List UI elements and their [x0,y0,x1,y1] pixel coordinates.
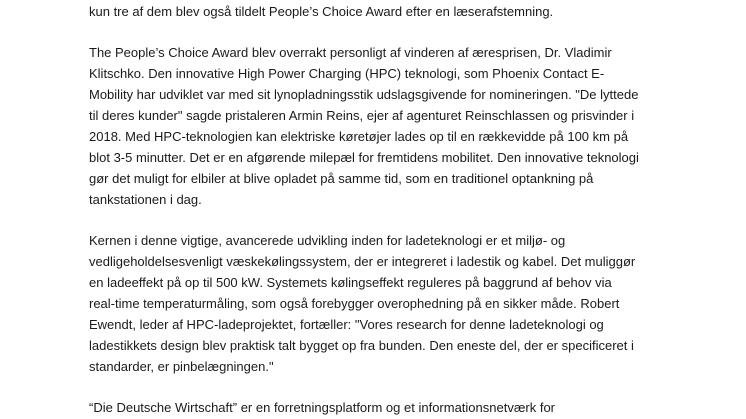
text-line: gør det muligt for elbiler at blive opladet på samme tid, som en traditionel optankning på [89,171,594,186]
text-line: kun tre af dem blev også tildelt People’s Choice Award efter en læserafstemning. [89,4,554,19]
text-line: “Die Deutsche Wirtschaft” er en forretningsplatform og et informationsnetværk for [89,400,556,415]
paragraph-deutsche-wirtschaft [89,397,649,418]
text-line: Kernen i denne vigtige, avancerede udvikling inden for ladeteknologi er et miljø- og [89,233,566,248]
text-line: tankstationen i dag. [89,192,202,207]
text-line: 2018. Med HPC-teknologien kan elektriske køretøjer lades op til en rækkevidde på 100 km på [89,129,629,144]
text-line: real-time temperaturmåling, som også forebygger overophedning på en sikker måde. Robert [89,296,620,311]
text-line: ladestikkets design blev praktisk talt bygget op fra bunden. Den eneste del, der er specificeret i [89,338,634,353]
paragraph-award-intro [89,1,649,22]
text-line: en ladeeffekt på op til 500 kW. Systemets kølingseffekt reguleres på baggrund af behov via [89,275,612,290]
text-line: standarder, er pinbelægningen." [89,359,274,374]
text-line: Ewendt, leder af HPC-ladeprojektet, fortæller: "Vores research for denne ladeteknologi og [89,317,604,332]
text-line: vedligeholdelsesvenligt væskekølingssystem, der er integreret i ladestik og kabel. Det muliggør [89,254,636,269]
text-line: Klitschko. Den innovative High Power Charging (HPC) teknologi, som Phoenix Contact E- [89,66,605,81]
text-line: The People’s Choice Award blev overrakt personligt af vinderen af æresprisen, Dr. Vladimir [89,45,612,60]
text-line: til deres kunder" sagde pristaleren Armin Reins, ejer af agenturet Reinschlassen og prisvinder i [89,108,635,123]
paragraph-peoples-choice [89,42,649,210]
paragraph-cooling-system [89,230,649,377]
text-line: Mobility har udviklet var med sit lynopladningsstik udslagsgivende for nomineringen. "De lyttede [89,87,639,102]
text-line: blot 3-5 minutter. Det er en afgørende milepæl for fremtidens mobilitet. Den innovative teknologi [89,150,639,165]
